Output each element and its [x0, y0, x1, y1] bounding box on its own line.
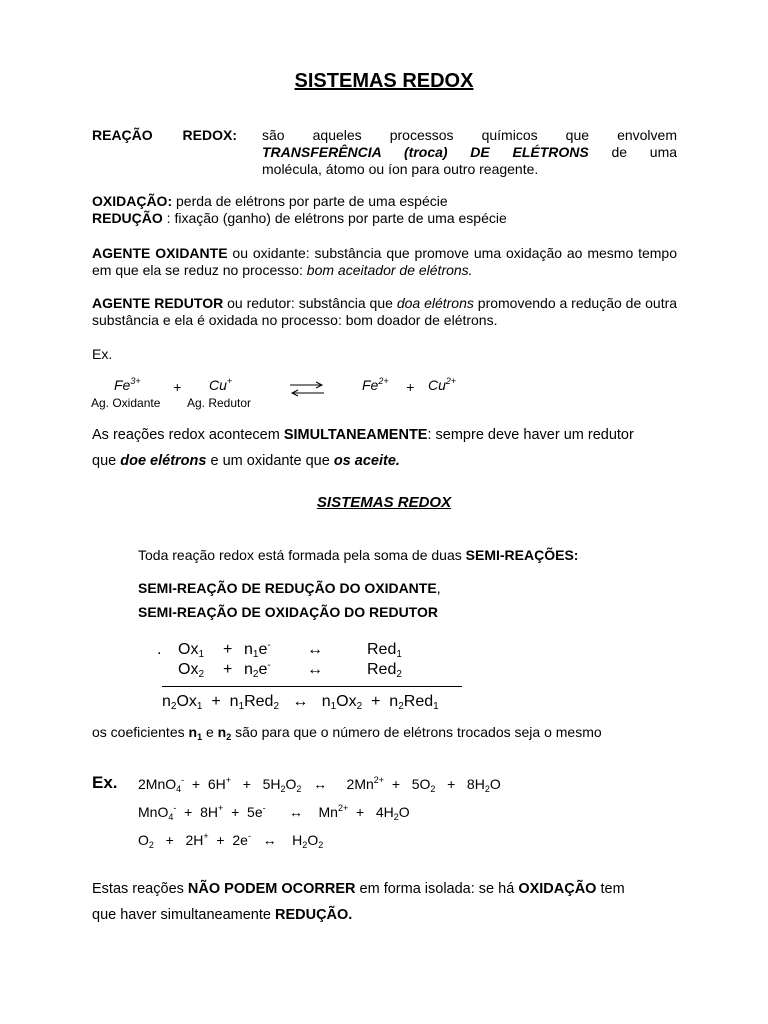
reactant-fe: $Fe^{3+}$	[114, 376, 141, 393]
product-cu: $Cu^{2+}$	[428, 376, 457, 393]
general-row-1-ox: $Ox_1$	[178, 641, 205, 660]
label-agente-oxidante: Ag. Oxidante	[91, 396, 161, 410]
page-title: SISTEMAS REDOX	[294, 70, 474, 92]
general-row-2-ox: $Ox_2$	[178, 661, 205, 680]
semi-reactions-intro: Toda reação redox está formada pela soma de duas SEMI-REAÇÕES:	[138, 547, 579, 563]
dot: .	[157, 641, 162, 658]
general-row-2-plus: +	[223, 661, 233, 678]
general-row-2-red: Red$_2$	[367, 661, 402, 680]
plus-sign: +	[173, 379, 182, 395]
equilibrium-arrow-icon	[288, 381, 326, 397]
reactant-cu: Cu+	[209, 376, 233, 393]
sum-divider	[162, 686, 462, 687]
general-sum-equation: $n_2Ox_1 + n_1Red_2$ ↔ $n_1Ox_2 + n_2Red_1$	[162, 693, 439, 712]
semi-reaction-reduction: SEMI-REAÇÃO DE REDUÇÃO DO OXIDANTE,	[138, 580, 441, 596]
section-subtitle: SISTEMAS REDOX	[316, 494, 452, 511]
reducao-line: REDUÇÃO : fixação (ganho) de elétrons por parte de uma espécie	[92, 210, 507, 226]
example-2-equation-2: MnO$_4$- + 8H+ + 5e- ↔ $Mn^{2+}$ + $4H_2O$	[138, 803, 410, 822]
oxidacao-line: OXIDAÇÃO: perda de elétrons por parte de uma espécie	[92, 193, 448, 209]
general-row-1-red: Red$_1$	[367, 641, 402, 660]
example-2-equation-3: $O_2$ + 2H+ + 2e- ↔ $H_2O_2$	[138, 831, 324, 850]
final-line-2: que haver simultaneamente REDUÇÃO.	[92, 907, 353, 923]
product-fe: $Fe^{2+}$	[362, 376, 389, 393]
plus-sign-2: +	[406, 379, 415, 395]
general-row-1-plus: +	[223, 641, 233, 658]
example-2-label: Ex.	[92, 773, 118, 792]
double-arrow-icon: ↔	[307, 661, 323, 678]
coefficient-note: os coeficientes $n_1$ e $n_2$ são para que o número de elétrons trocados seja o mesmo	[92, 724, 602, 742]
simultaneous-line-2: que doe elétrons e um oxidante que os aceite.	[92, 453, 400, 469]
definition-term: REAÇÃO REDOX:	[92, 127, 238, 143]
agente-oxidante-paragraph: AGENTE OXIDANTE ou oxidante: substância que promove uma oxidação ao mesmo tempo em que ela se reduz no processo: bom aceitador de elétrons.	[92, 245, 678, 278]
example-label: Ex.	[92, 346, 113, 362]
label-agente-redutor: Ag. Redutor	[187, 396, 252, 410]
simultaneous-line-1: As reações redox acontecem SIMULTANEAMENTE: sempre deve haver um redutor	[92, 427, 634, 443]
final-line-1: Estas reações NÃO PODEM OCORRER em forma isolada: se há OXIDAÇÃO tem	[92, 881, 625, 897]
general-row-1-electrons: $n_1e^-$	[244, 640, 271, 660]
definition-text: são aqueles processos químicos que envolvem TRANSFERÊNCIA (troca) DE ELÉTRONS de uma molécula, átomo ou íon para outro reagente.	[262, 127, 678, 177]
double-arrow-icon: ↔	[307, 641, 323, 658]
general-row-2-electrons: $n_2e^-$	[244, 660, 271, 680]
example-2-equation-1: 2MnO$_4$- + 6H+ + $5H_2O_2$ ↔ $2Mn^{2+}$ + $5O_2$ + $8H_2O$	[138, 775, 501, 794]
agente-redutor-paragraph: AGENTE REDUTOR ou redutor: substância que doa elétrons promovendo a redução de outra substância e ela é oxidada no processo: bom doador de elétrons.	[92, 295, 678, 328]
semi-reaction-oxidation: SEMI-REAÇÃO DE OXIDAÇÃO DO REDUTOR	[138, 604, 438, 620]
